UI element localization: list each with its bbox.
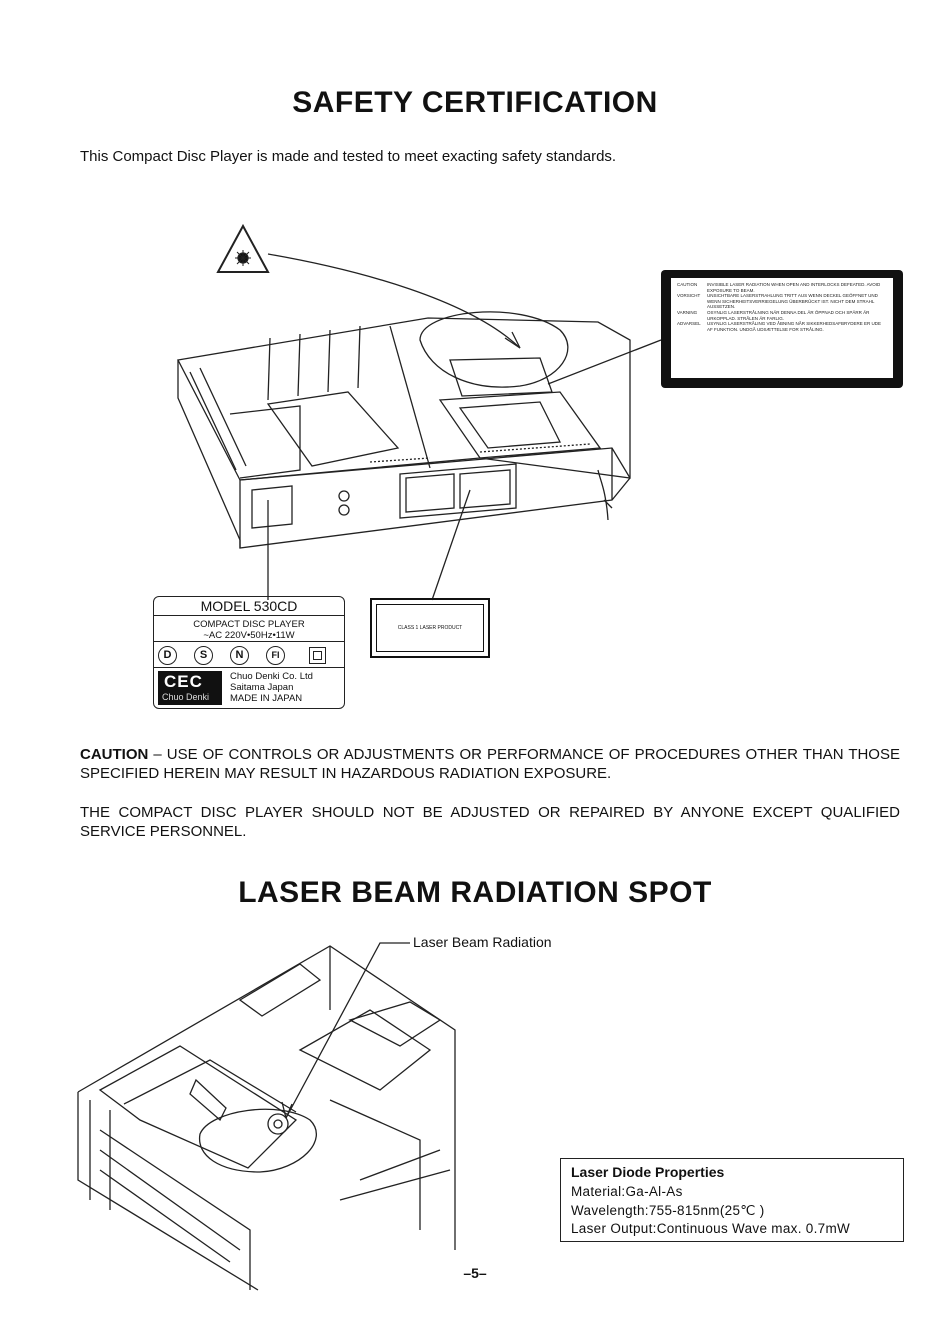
- cec-logo-subtext: Chuo Denki: [162, 692, 210, 702]
- manufacturer-info: [230, 671, 313, 704]
- maker-line: MADE IN JAPAN: [230, 693, 303, 704]
- laser-diode-properties: [560, 1158, 904, 1242]
- model-plate: [153, 596, 345, 709]
- page-number: –5–: [463, 1265, 487, 1281]
- mark-fi-icon: FI: [266, 646, 285, 665]
- service-notice: THE COMPACT DISC PLAYER SHOULD NOT BE ADJUSTED OR REPAIRED BY ANYONE EXCEPT QUALIFIED SERVICE PERSONNEL.: [80, 804, 900, 840]
- laser-beam-label: Laser Beam Radiation: [413, 934, 552, 950]
- caution-text: – USE OF CONTROLS OR ADJUSTMENTS OR PERFORMANCE OF PROCEDURES OTHER THAN THOSE SPECIFIED HEREIN MAY RESULT IN HAZARDOUS RADIATION EXPOSURE.: [80, 746, 900, 782]
- warning-text: USYNLIG LASERSTRÅLING VED ÅBNING NÅR SIKKERHEDSAFBRYDERE ER UDE AF FUNKTION. UNDGÅ UDSÆTTELSE FOR STRÅLING.: [707, 321, 881, 332]
- laser-warning-triangle-icon: [218, 226, 268, 272]
- laser-beam-title: LASER BEAM RADIATION SPOT: [238, 876, 712, 909]
- class-1-laser-text: CLASS 1 LASER PRODUCT: [376, 604, 484, 652]
- material-line: Material:Ga-Al-As: [571, 1184, 683, 1199]
- maker-line: Chuo Denki Co. Ltd: [230, 671, 313, 682]
- laser-spot-illustration: [78, 943, 455, 1290]
- class-1-laser-label: [370, 598, 490, 658]
- model-number: MODEL 530CD: [154, 597, 344, 616]
- laser-warning-label: [661, 270, 903, 388]
- warning-key: ADVARSEL: [677, 321, 701, 327]
- product-name: COMPACT DISC PLAYER: [193, 619, 305, 630]
- caution-lead: CAUTION: [80, 746, 149, 763]
- cec-logo: [158, 671, 222, 705]
- double-insulation-icon: [309, 647, 326, 664]
- warning-key: CAUTION: [677, 282, 698, 287]
- product-rating: [154, 616, 344, 642]
- mark-s-icon: S: [194, 646, 213, 665]
- mark-d-icon: D: [158, 646, 177, 665]
- warning-key: VARNING: [677, 309, 698, 315]
- cd-player-body-illustration: [178, 312, 630, 548]
- warning-text: OSYNLIG LASERSTRÅLNING NÄR DENNA DEL ÄR ÖPPNAD OCH SPÄRR ÄR URKOPPLAD. STRÅLEN ÄR FARLIG.: [707, 309, 870, 321]
- warning-text: INVISIBLE LASER RADIATION WHEN OPEN AND INTERLOCKS DEFEATED. AVOID EXPOSURE TO BEAM.: [707, 282, 881, 293]
- power-rating: ~AC 220V•50Hz•11W: [203, 630, 295, 641]
- intro-text: This Compact Disc Player is made and tested to meet exacting safety standards.: [80, 148, 617, 165]
- certification-marks: [154, 643, 344, 668]
- warning-text: UNSICHTBARE LASERSTRAHLUNG TRITT AUS WENN DECKEL GEÖFFNET UND WENN SICHERHEITSVERRIEGELUNG ÜBERBRÜCKT IST. NICHT DEM STRAHL AUSSETZEN.: [707, 293, 878, 310]
- caution-paragraph: [80, 745, 900, 783]
- properties-title: Laser Diode Properties: [571, 1164, 725, 1180]
- output-line: Laser Output:Continuous Wave max. 0.7mW: [571, 1221, 851, 1236]
- mark-n-icon: N: [230, 646, 249, 665]
- cec-logo-text: CEC: [164, 672, 203, 691]
- wavelength-line: Wavelength:755-815nm(25℃ ): [571, 1202, 765, 1218]
- warning-key: VORSICHT: [677, 293, 701, 299]
- maker-line: Saitama Japan: [230, 682, 294, 693]
- safety-certification-title: SAFETY CERTIFICATION: [292, 86, 658, 119]
